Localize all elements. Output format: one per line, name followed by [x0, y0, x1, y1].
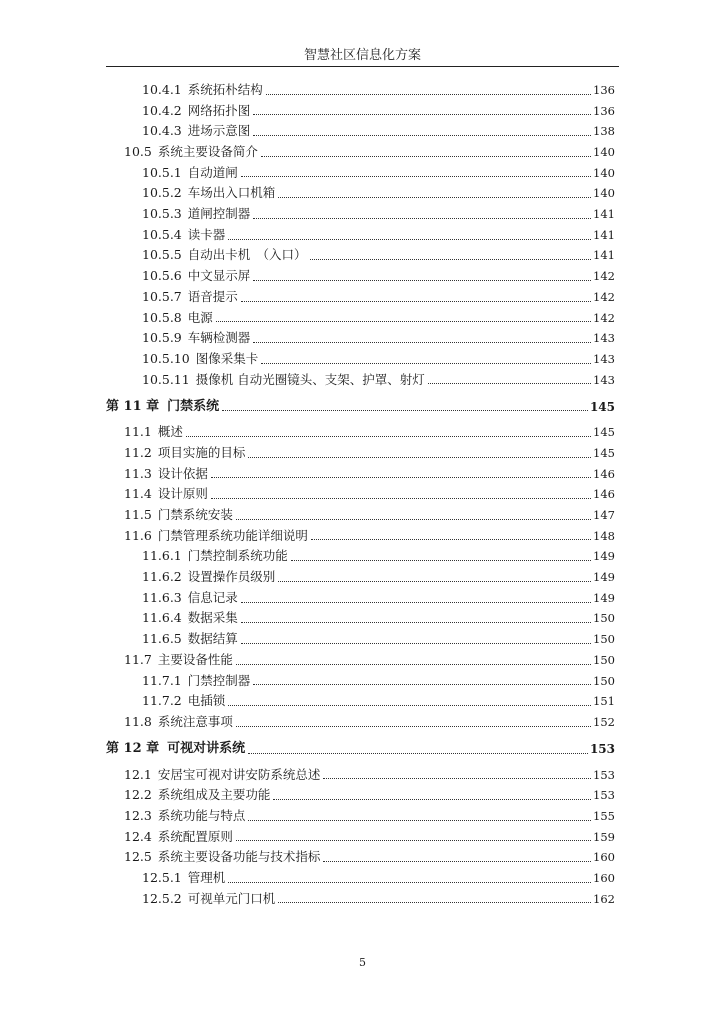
toc-entry-page: 160	[593, 850, 615, 865]
toc-entry-label	[106, 739, 245, 760]
toc-entry-number: 12.5.2	[142, 890, 182, 906]
toc-entry-page: 140	[593, 186, 615, 201]
toc-entry[interactable]	[106, 464, 615, 485]
toc-entry-label	[142, 629, 238, 650]
toc-entry-number: 12.4	[124, 828, 152, 844]
dot-leader	[241, 643, 591, 644]
toc-entry-label	[124, 650, 233, 671]
toc-entry-label	[142, 266, 250, 287]
toc-entry[interactable]	[106, 328, 615, 349]
toc-entry-number: 10.5.8	[142, 309, 182, 325]
toc-entry-number: 10.4.2	[142, 102, 182, 118]
toc-entry-page: 136	[593, 82, 615, 97]
toc-entry[interactable]	[106, 629, 615, 650]
toc-entry-number: 12.3	[124, 807, 152, 823]
toc-entry-page: 151	[593, 694, 615, 709]
dot-leader	[311, 539, 591, 540]
toc-entry-number: 10.4.1	[142, 81, 182, 97]
toc-entry-number: 第 11 章	[106, 398, 160, 414]
toc-entry-label	[142, 588, 238, 609]
toc-entry[interactable]	[106, 287, 615, 308]
toc-entry-page: 150	[593, 611, 615, 626]
dot-leader	[228, 239, 591, 240]
dot-leader	[253, 114, 591, 115]
toc-entry-title: 主要设备性能	[157, 651, 233, 667]
dot-leader	[236, 840, 591, 841]
toc-entry-number: 11.7.1	[142, 672, 182, 688]
toc-entry-title: 系统配置原则	[157, 828, 233, 844]
toc-entry-number: 10.5.10	[142, 350, 190, 366]
dot-leader	[236, 664, 591, 665]
toc-entry-number: 10.5.5	[142, 247, 182, 263]
toc-entry-number: 11.4	[124, 486, 152, 502]
toc-entry-title: 系统主要设备功能与技术指标	[157, 849, 321, 865]
toc-entry-label	[124, 443, 245, 464]
dot-leader	[253, 684, 591, 685]
toc-entry-title: 门禁管理系统功能详细说明	[157, 527, 308, 543]
toc-entry-title: 自动道闸	[187, 164, 238, 180]
toc-entry-label	[124, 785, 270, 806]
toc-entry-page: 149	[593, 570, 615, 585]
dot-leader	[261, 363, 591, 364]
toc-entry-title: 图像采集卡	[195, 350, 259, 366]
dot-leader	[310, 259, 592, 260]
toc-entry-title: 设置操作员级别	[187, 569, 276, 585]
toc-entry-page: 142	[593, 289, 615, 304]
toc-entry-label	[124, 464, 208, 485]
toc-entry-number: 10.5	[124, 144, 152, 160]
toc-entry-title: 网络拓扑图	[187, 102, 251, 118]
toc-entry-title: 车场出入口机箱	[187, 185, 276, 201]
dot-leader	[261, 156, 591, 157]
toc-entry-title: 门禁控制器	[187, 672, 251, 688]
toc-entry-page: 160	[593, 871, 615, 886]
toc-entry-page: 152	[593, 714, 615, 729]
toc-entry-label	[106, 397, 219, 418]
toc-entry-title: 设计原则	[157, 486, 208, 502]
toc-entry-label	[142, 889, 275, 910]
toc-entry[interactable]	[106, 546, 615, 567]
dot-leader	[323, 778, 591, 779]
toc-entry[interactable]	[106, 868, 615, 889]
toc-entry[interactable]	[106, 526, 615, 547]
toc-entry[interactable]	[106, 567, 615, 588]
toc-chapter-entry[interactable]	[106, 395, 615, 417]
toc-entry[interactable]	[106, 588, 615, 609]
toc-entry[interactable]	[106, 827, 615, 848]
toc-entry-label	[142, 567, 275, 588]
toc-entry-number: 11.1	[124, 424, 152, 440]
toc-entry[interactable]	[106, 484, 615, 505]
toc-entry[interactable]	[106, 266, 615, 287]
dot-leader	[428, 383, 591, 384]
toc-entry-title: 管理机	[187, 870, 226, 886]
dot-leader	[278, 902, 591, 903]
toc-entry[interactable]	[106, 370, 615, 391]
toc-entry-label	[124, 712, 233, 733]
dot-leader	[278, 197, 591, 198]
toc-entry-page: 142	[593, 269, 615, 284]
toc-entry[interactable]	[106, 765, 615, 786]
toc-entry[interactable]	[106, 183, 615, 204]
toc-entry-title: 系统拓朴结构	[187, 81, 263, 97]
dot-leader	[241, 602, 591, 603]
toc-entry-label	[142, 245, 307, 266]
toc-entry-title: 进场示意图	[187, 123, 251, 139]
toc-entry[interactable]	[106, 142, 615, 163]
toc-entry-title: 可视对讲系统	[167, 740, 246, 756]
dot-leader	[291, 560, 591, 561]
toc-entry-number: 10.5.4	[142, 226, 182, 242]
dot-leader	[273, 799, 591, 800]
toc-entry-title: 系统注意事项	[157, 713, 233, 729]
dot-leader	[228, 882, 591, 883]
toc-entry[interactable]	[106, 204, 615, 225]
page-footer	[0, 956, 725, 969]
page-number: 5	[359, 956, 366, 969]
toc-entry-title: 语音提示	[187, 288, 238, 304]
toc-entry-title: 自动出卡机 （入口）	[187, 247, 307, 263]
toc-entry[interactable]	[106, 806, 615, 827]
toc-entry-page: 153	[593, 788, 615, 803]
toc-entry-label	[142, 370, 425, 391]
table-of-contents	[106, 80, 615, 909]
toc-entry[interactable]	[106, 422, 615, 443]
dot-leader	[323, 861, 591, 862]
toc-entry-label	[142, 204, 250, 225]
toc-entry-number: 10.5.7	[142, 288, 182, 304]
toc-entry-number: 11.6.1	[142, 548, 182, 564]
toc-entry-number: 12.5	[124, 849, 152, 865]
toc-entry-number: 11.6.2	[142, 569, 182, 585]
dot-leader	[266, 94, 591, 95]
toc-entry-title: 可视单元门口机	[187, 890, 276, 906]
toc-entry-number: 第 12 章	[106, 740, 160, 756]
toc-entry-number: 12.2	[124, 787, 152, 803]
toc-entry-number: 10.5.9	[142, 330, 182, 346]
toc-entry-page: 136	[593, 103, 615, 118]
toc-entry[interactable]	[106, 847, 615, 868]
toc-entry-label	[142, 308, 213, 329]
toc-entry-label	[142, 328, 250, 349]
toc-entry-label	[142, 691, 225, 712]
dot-leader	[241, 301, 591, 302]
toc-entry-number: 12.1	[124, 766, 152, 782]
toc-entry-label	[142, 101, 250, 122]
toc-entry-title: 道闸控制器	[187, 206, 251, 222]
toc-entry-title: 安居宝可视对讲安防系统总述	[157, 766, 321, 782]
toc-entry-page: 145	[589, 399, 615, 414]
toc-entry[interactable]	[106, 163, 615, 184]
toc-entry-number: 11.7.2	[142, 693, 182, 709]
dot-leader	[222, 410, 588, 411]
toc-entry-page: 145	[593, 445, 615, 460]
toc-entry-title: 中文显示屏	[187, 268, 251, 284]
toc-entry-title: 概述	[157, 424, 183, 440]
toc-entry-label	[142, 121, 250, 142]
toc-entry-page: 150	[593, 652, 615, 667]
toc-entry-label	[124, 827, 233, 848]
toc-entry-number: 11.6.5	[142, 631, 182, 647]
toc-entry-label	[142, 868, 225, 889]
toc-entry-page: 138	[593, 124, 615, 139]
toc-entry-number: 10.5.3	[142, 206, 182, 222]
toc-entry-title: 系统组成及主要功能	[157, 787, 271, 803]
toc-entry-title: 门禁控制系统功能	[187, 548, 288, 564]
toc-entry-page: 150	[593, 673, 615, 688]
toc-entry-page: 142	[593, 310, 615, 325]
toc-entry-page: 153	[593, 767, 615, 782]
toc-entry-page: 140	[593, 165, 615, 180]
toc-entry-label	[124, 526, 308, 547]
toc-entry-label	[124, 765, 320, 786]
toc-entry-title: 设计依据	[157, 465, 208, 481]
toc-entry[interactable]	[106, 225, 615, 246]
toc-entry[interactable]	[106, 691, 615, 712]
toc-entry-number: 11.6	[124, 527, 152, 543]
toc-entry-label	[142, 225, 225, 246]
toc-entry-title: 系统功能与特点	[157, 807, 246, 823]
toc-entry[interactable]	[106, 101, 615, 122]
toc-entry-number: 10.5.6	[142, 268, 182, 284]
toc-entry[interactable]	[106, 121, 615, 142]
toc-entry-label	[142, 546, 288, 567]
toc-entry-page: 162	[593, 891, 615, 906]
toc-entry-page: 143	[593, 331, 615, 346]
toc-entry[interactable]	[106, 443, 615, 464]
dot-leader	[236, 519, 591, 520]
toc-entry-title: 读卡器	[187, 226, 226, 242]
dot-leader	[236, 726, 591, 727]
dot-leader	[241, 176, 591, 177]
toc-entry-title: 电源	[187, 309, 213, 325]
toc-entry-page: 146	[593, 487, 615, 502]
toc-entry-number: 10.5.1	[142, 164, 182, 180]
toc-entry-label	[124, 505, 233, 526]
toc-entry-number: 11.3	[124, 465, 152, 481]
toc-entry-page: 146	[593, 466, 615, 481]
dot-leader	[228, 705, 591, 706]
dot-leader	[278, 581, 591, 582]
toc-entry[interactable]	[106, 80, 615, 101]
toc-entry-page: 153	[589, 741, 615, 756]
toc-entry[interactable]	[106, 349, 615, 370]
toc-entry-page: 147	[593, 508, 615, 523]
toc-entry-page: 159	[593, 829, 615, 844]
toc-entry-page: 149	[593, 590, 615, 605]
toc-entry-page: 145	[593, 425, 615, 440]
toc-entry-label	[124, 142, 258, 163]
dot-leader	[253, 135, 591, 136]
toc-entry-number: 11.6.3	[142, 589, 182, 605]
toc-entry-number: 10.5.11	[142, 371, 190, 387]
toc-entry-label	[142, 163, 238, 184]
dot-leader	[253, 342, 591, 343]
toc-entry-number: 11.5	[124, 507, 152, 523]
toc-entry-number: 10.4.3	[142, 123, 182, 139]
toc-entry[interactable]	[106, 505, 615, 526]
dot-leader	[248, 753, 588, 754]
toc-entry-label	[142, 671, 250, 692]
dot-leader	[211, 477, 591, 478]
toc-entry[interactable]	[106, 712, 615, 733]
toc-entry-label	[142, 80, 263, 101]
toc-entry-title: 摄像机 自动光圈镜头、支架、护罩、射灯	[195, 371, 425, 387]
toc-entry-number: 11.2	[124, 444, 152, 460]
header-divider	[106, 66, 619, 67]
dot-leader	[211, 498, 591, 499]
toc-entry-label	[142, 183, 275, 204]
toc-entry-page: 143	[593, 351, 615, 366]
toc-entry-label	[142, 349, 258, 370]
dot-leader	[186, 436, 591, 437]
toc-entry-label	[142, 608, 238, 629]
dot-leader	[253, 218, 591, 219]
document-title: 智慧社区信息化方案	[303, 48, 421, 63]
toc-entry[interactable]	[106, 671, 615, 692]
dot-leader	[241, 622, 591, 623]
dot-leader	[216, 321, 591, 322]
toc-entry-title: 电插锁	[187, 693, 226, 709]
toc-entry-label	[142, 287, 238, 308]
toc-entry[interactable]	[106, 308, 615, 329]
toc-entry[interactable]	[106, 889, 615, 910]
toc-chapter-entry[interactable]	[106, 738, 615, 760]
toc-entry-title: 信息记录	[187, 589, 238, 605]
toc-entry-page: 141	[593, 207, 615, 222]
toc-entry[interactable]	[106, 785, 615, 806]
dot-leader	[248, 457, 591, 458]
dot-leader	[253, 280, 591, 281]
toc-entry[interactable]	[106, 609, 615, 630]
toc-entry-number: 11.6.4	[142, 610, 182, 626]
toc-entry-number: 10.5.2	[142, 185, 182, 201]
toc-entry-page: 148	[593, 528, 615, 543]
toc-entry-number: 12.5.1	[142, 870, 182, 886]
toc-entry-title: 门禁系统安装	[157, 507, 233, 523]
toc-entry-title: 系统主要设备简介	[157, 144, 258, 160]
toc-entry-title: 项目实施的目标	[157, 444, 246, 460]
toc-entry-number: 11.8	[124, 713, 152, 729]
toc-entry-title: 数据结算	[187, 631, 238, 647]
toc-entry-page: 155	[593, 808, 615, 823]
toc-entry-page: 141	[593, 248, 615, 263]
toc-entry-page: 141	[593, 227, 615, 242]
toc-entry-page: 149	[593, 549, 615, 564]
toc-entry[interactable]	[106, 246, 615, 267]
toc-entry-page: 140	[593, 145, 615, 160]
toc-entry-label	[124, 484, 208, 505]
toc-entry[interactable]	[106, 650, 615, 671]
toc-entry-title: 数据采集	[187, 610, 238, 626]
toc-entry-page: 143	[593, 372, 615, 387]
toc-entry-label	[124, 847, 320, 868]
dot-leader	[248, 820, 591, 821]
toc-entry-label	[124, 422, 183, 443]
toc-entry-title: 车辆检测器	[187, 330, 251, 346]
toc-entry-number: 11.7	[124, 651, 152, 667]
toc-entry-title: 门禁系统	[167, 398, 220, 414]
page-header	[106, 44, 619, 63]
toc-entry-page: 150	[593, 632, 615, 647]
toc-entry-label	[124, 806, 245, 827]
